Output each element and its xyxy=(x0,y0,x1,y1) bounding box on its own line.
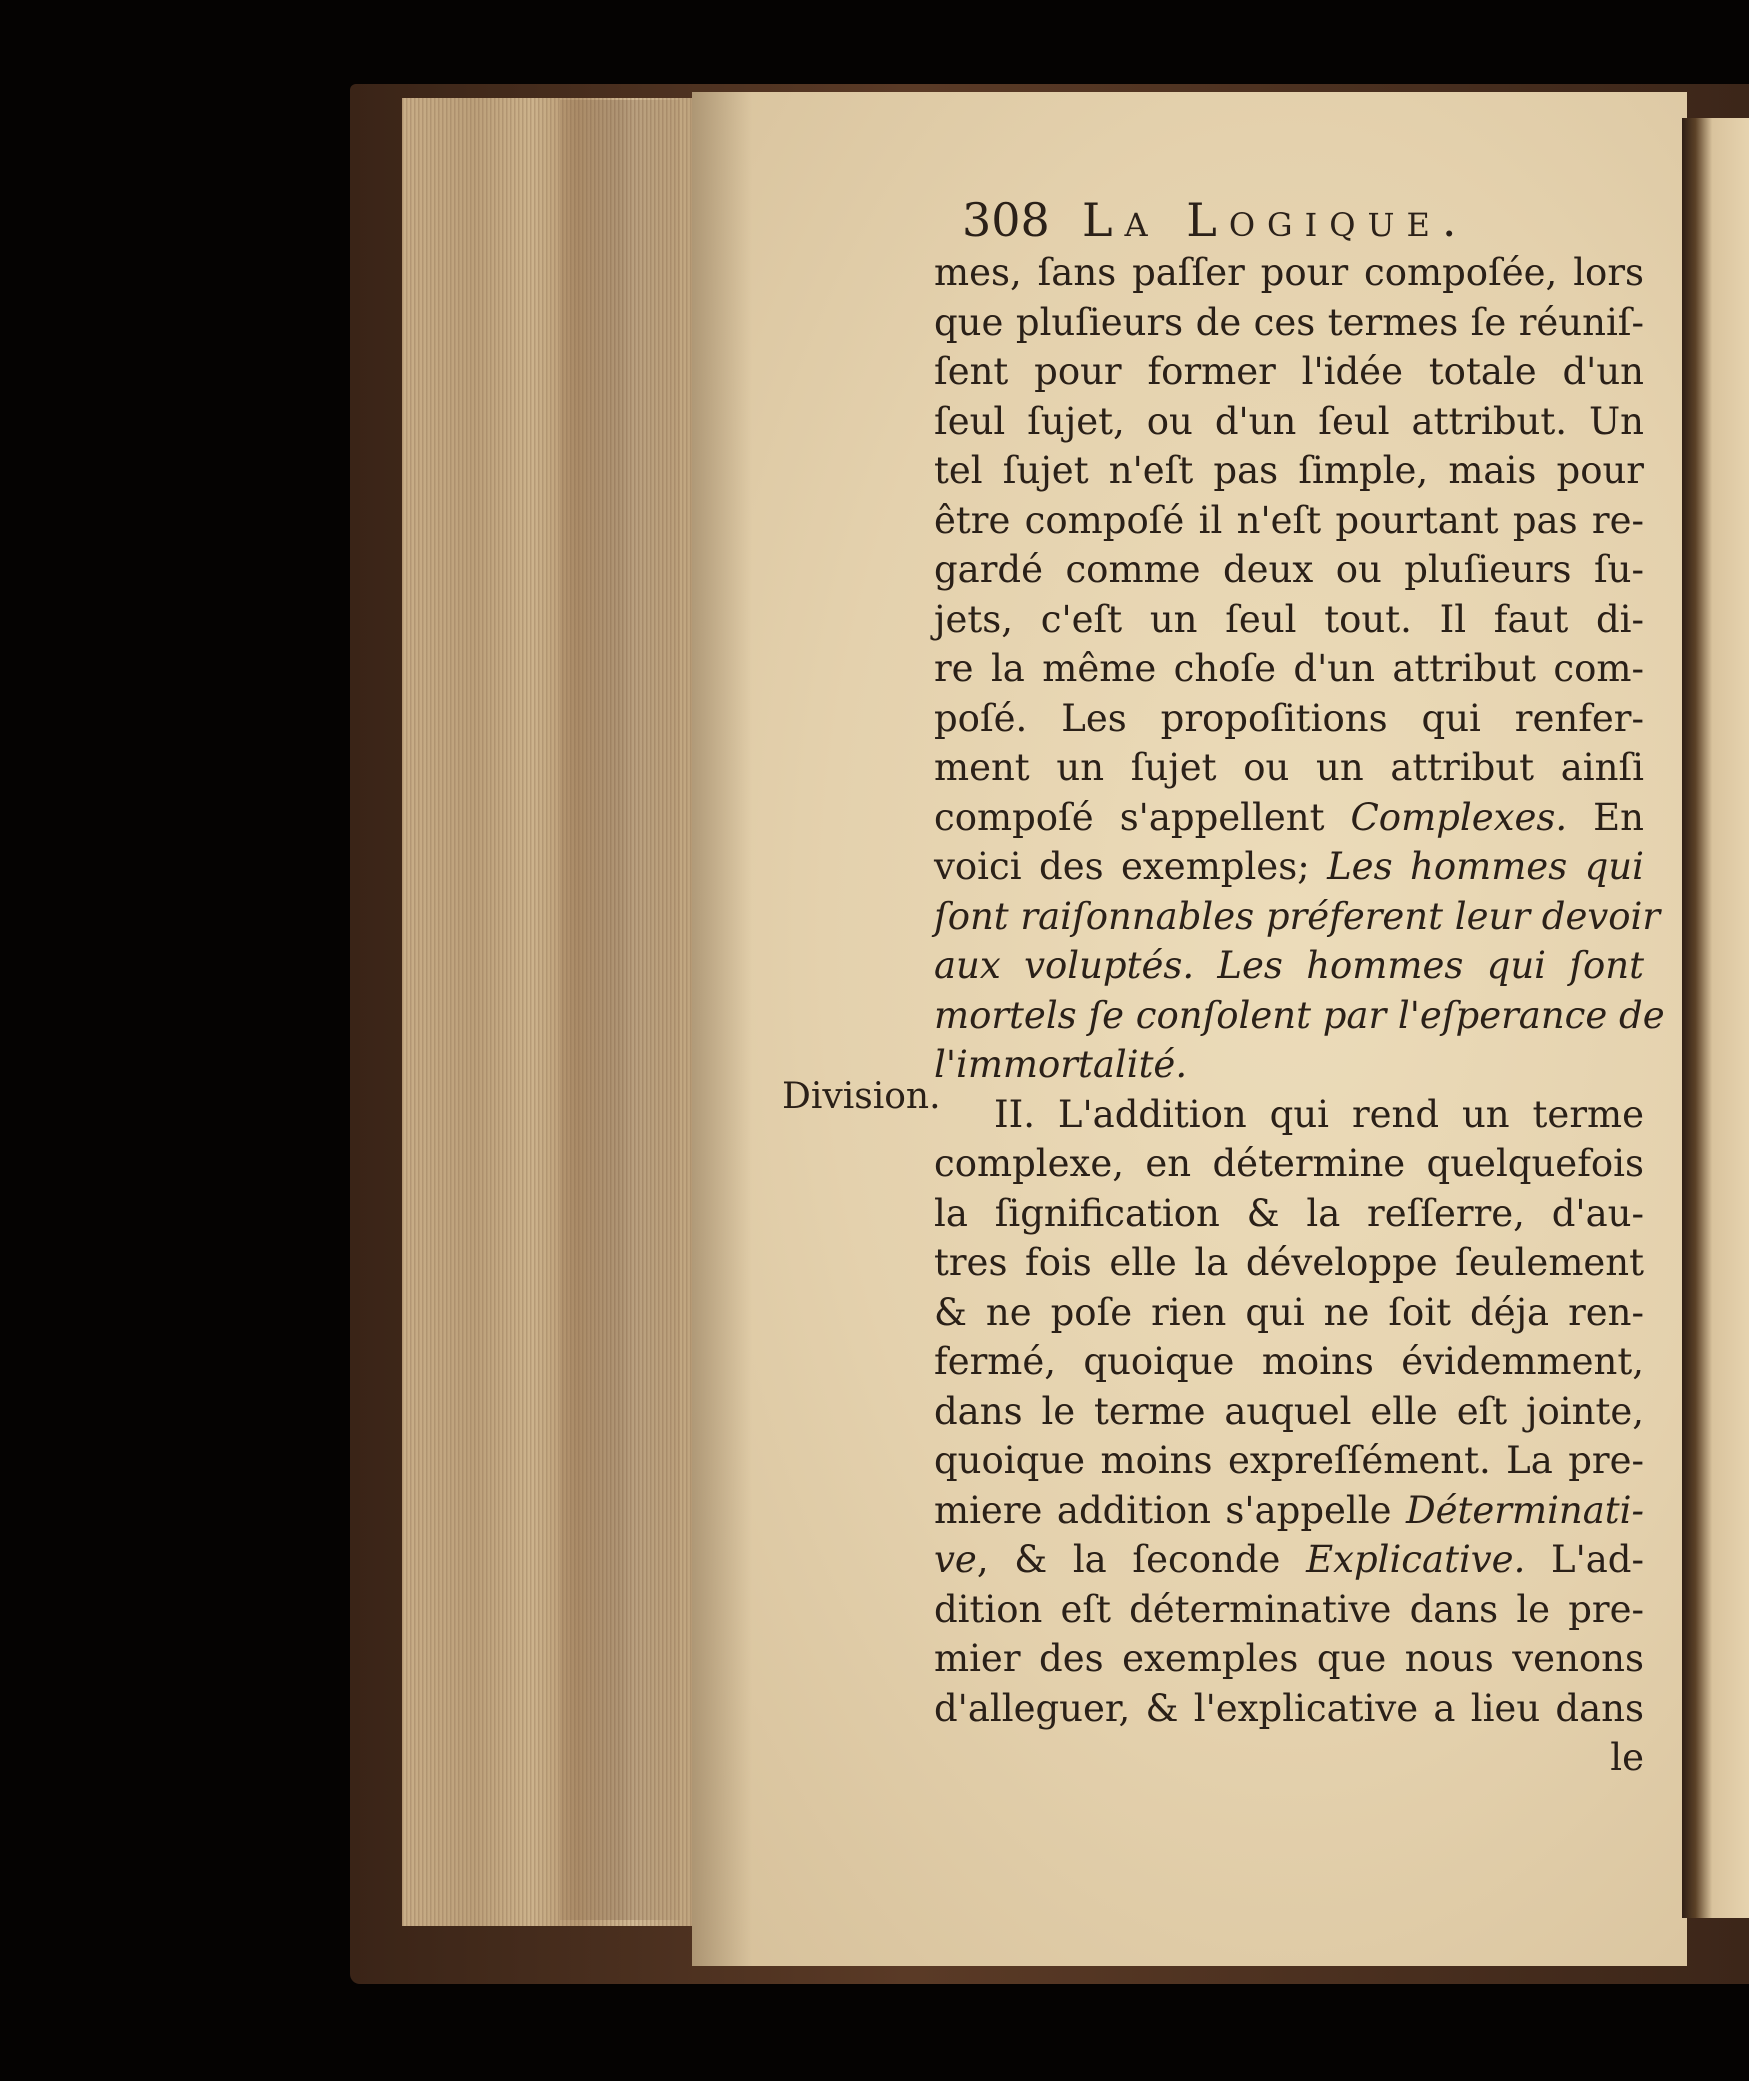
text-run: voici des exemples; xyxy=(934,845,1328,888)
text-line xyxy=(934,793,1644,843)
text-line xyxy=(934,1040,1644,1090)
text-line xyxy=(934,842,1644,892)
text-run: L'ad- xyxy=(1525,1538,1644,1581)
italic-example: Les hommes qui xyxy=(1327,845,1644,888)
italic-example: aux voluptés. Les hommes qui ſont xyxy=(934,944,1644,987)
text-run: & ne poſe rien qui ne ſoit déja ren- xyxy=(934,1290,1644,1334)
text-line xyxy=(934,991,1665,1041)
catchword-text: le xyxy=(1610,1736,1644,1779)
text-line xyxy=(934,1585,1644,1635)
text-line xyxy=(934,347,1644,397)
text-line xyxy=(934,1337,1644,1387)
text-run: gardé comme deux ou pluſieurs ſu- xyxy=(934,548,1644,591)
text-run: dans le terme auquel elle eſt jointe, xyxy=(934,1389,1644,1433)
text-run: poſé. Les propoſitions qui renfer- xyxy=(934,696,1644,740)
text-run: mier des exemples que nous venons xyxy=(934,1637,1644,1680)
text-line xyxy=(934,397,1644,447)
text-line xyxy=(934,1387,1644,1437)
page-edge-stain xyxy=(560,100,680,1920)
text-line xyxy=(934,1535,1644,1585)
text-run: ſeul ſujet, ou d'un ſeul attribut. Un xyxy=(934,399,1644,443)
italic-term: Explicative. xyxy=(1306,1538,1526,1581)
body-text xyxy=(934,248,1665,1783)
text-run: que pluſieurs de ces termes ſe réuniſ- xyxy=(934,300,1644,344)
running-title: La Logique. xyxy=(1082,193,1469,247)
text-run: être compoſé il n'eſt pourtant pas re- xyxy=(934,498,1644,542)
text-line xyxy=(934,1189,1644,1239)
text-run: jets, c'eſt un ſeul tout. Il faut di- xyxy=(934,597,1644,641)
italic-term: Déterminati- xyxy=(1405,1488,1644,1532)
text-run: tres fois elle la développe ſeulement xyxy=(934,1241,1644,1284)
page-header xyxy=(962,190,1562,250)
text-run: , & la ſeconde xyxy=(976,1538,1307,1581)
text-run: ment un ſujet ou un attribut ainſi xyxy=(934,746,1644,789)
text-line xyxy=(934,595,1644,645)
text-line xyxy=(934,1238,1644,1288)
text-line xyxy=(934,1090,1644,1140)
text-line xyxy=(934,892,1661,942)
text-line xyxy=(934,496,1644,546)
text-line xyxy=(934,545,1644,595)
text-line xyxy=(934,644,1644,694)
text-run: fermé, quoique moins évidemment, xyxy=(934,1340,1644,1383)
text-run: la ſignification & la reſſerre, d'au- xyxy=(934,1191,1644,1235)
text-line xyxy=(934,1486,1644,1536)
italic-term: ve xyxy=(934,1538,977,1581)
text-run: compoſé s'appellent xyxy=(934,795,1351,839)
text-run: miere addition s'appelle xyxy=(934,1488,1406,1532)
text-line xyxy=(934,941,1644,991)
text-run: tel ſujet n'eſt pas ſimple, mais pour xyxy=(934,449,1644,492)
italic-example: ſont raiſonnables préferent leur devoir xyxy=(934,894,1661,938)
text-run: dition eſt déterminative dans le pre- xyxy=(934,1587,1644,1631)
text-line xyxy=(934,446,1644,496)
catchword xyxy=(934,1733,1644,1783)
text-run: d'alleguer, & l'explicative a lieu dans xyxy=(934,1686,1644,1730)
text-line xyxy=(934,1288,1644,1338)
italic-example: l'immortalité. xyxy=(934,1043,1188,1086)
text-run: En xyxy=(1567,795,1645,839)
text-line xyxy=(934,1436,1644,1486)
text-run: mes, ſans paſſer pour compoſée, lors xyxy=(934,251,1644,294)
text-run: II. L'addition qui rend un terme xyxy=(994,1092,1644,1136)
text-line xyxy=(934,1139,1644,1189)
text-line xyxy=(934,1634,1644,1684)
text-run: re la même choſe d'un attribut com- xyxy=(934,647,1644,690)
italic-example: mortels ſe conſolent par l'eſperance de xyxy=(934,993,1665,1037)
text-line xyxy=(934,694,1644,744)
text-line xyxy=(934,248,1644,298)
text-line xyxy=(934,1684,1644,1734)
text-run: quoique moins expreſſément. La pre- xyxy=(934,1439,1644,1482)
text-run: complexe, en détermine quelquefois xyxy=(934,1142,1644,1185)
page-number: 308 xyxy=(962,193,1050,247)
margin-note: Division. xyxy=(782,1076,941,1117)
italic-term: Complexes. xyxy=(1350,795,1568,839)
facing-page-edge xyxy=(1682,118,1749,1918)
text-run: ſent pour former l'idée totale d'un xyxy=(934,350,1644,393)
gutter-shadow xyxy=(692,92,752,1966)
text-line xyxy=(934,298,1644,348)
text-line xyxy=(934,743,1644,793)
